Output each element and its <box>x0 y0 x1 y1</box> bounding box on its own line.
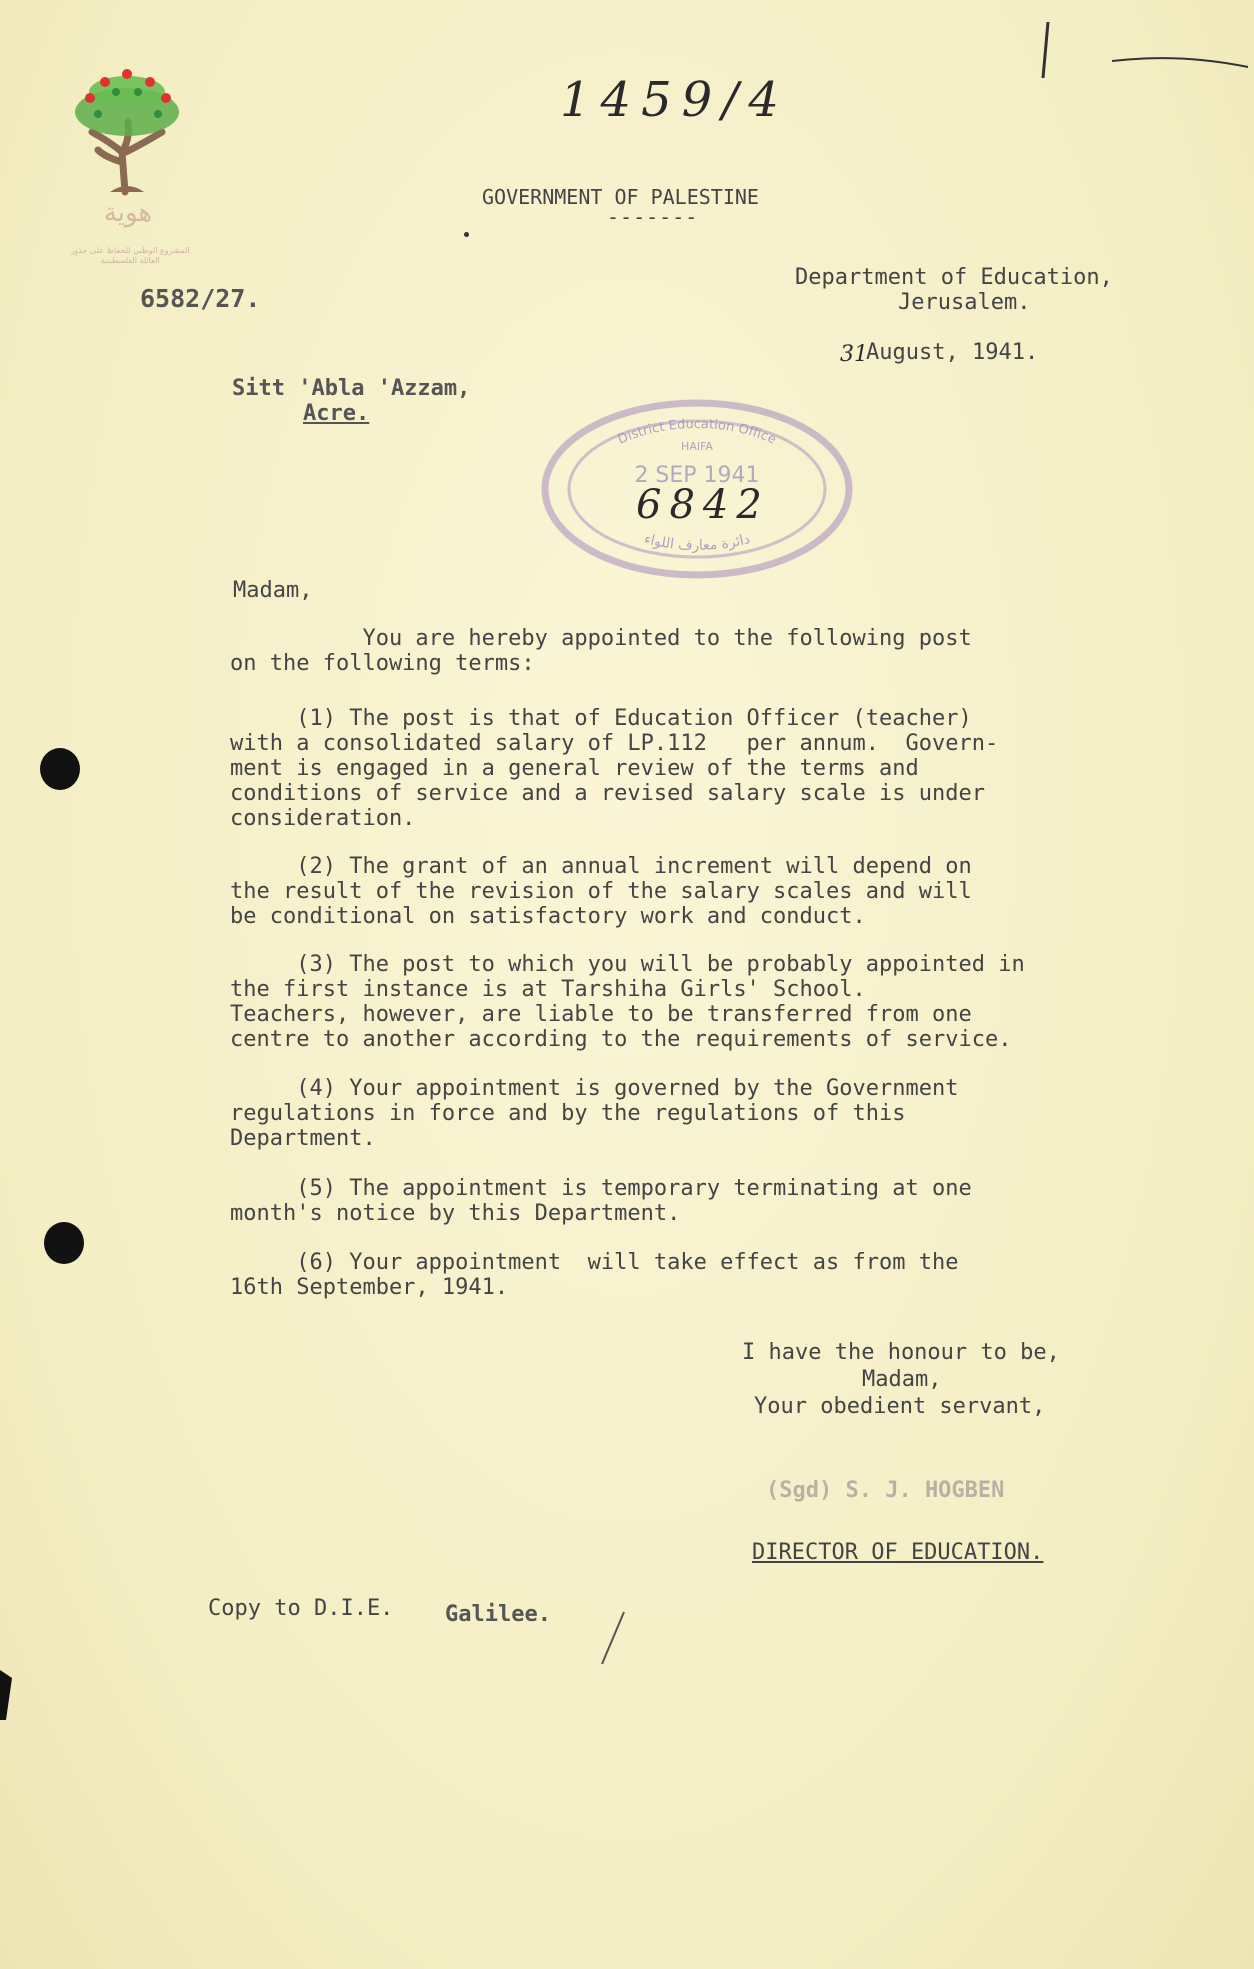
term-line: (3) The post to which you will be probably appointed in <box>230 952 1025 977</box>
intro-line: on the following terms: <box>230 651 535 676</box>
government-heading: GOVERNMENT OF PALESTINE <box>482 185 759 209</box>
punch-hole <box>44 1222 84 1264</box>
tree-logo-icon <box>70 52 185 202</box>
closing-line-3: Your obedient servant, <box>754 1394 1046 1419</box>
term-line: conditions of service and a revised salary scale is under <box>230 781 985 806</box>
intro-paragraph <box>230 626 1130 676</box>
term-4 <box>230 1076 1130 1151</box>
term-line: (1) The post is that of Education Officer (teacher) <box>230 706 972 731</box>
term-line: the first instance is at Tarshiha Girls' School. <box>230 977 866 1002</box>
term-6 <box>230 1250 1130 1300</box>
term-line: Teachers, however, are liable to be transferred from one <box>230 1002 972 1027</box>
intro-line: You are hereby appointed to the following post <box>230 626 972 651</box>
department-line: Department of Education, <box>795 265 1113 290</box>
pen-stroke-mark <box>1040 20 1050 80</box>
pen-line-mark <box>1110 45 1250 75</box>
signature-stamp: (Sgd) S. J. HOGBEN <box>766 1478 1005 1503</box>
term-line: (2) The grant of an annual increment will depend on <box>230 854 972 879</box>
stamp-bottom-text: دائرة معارف اللواء <box>642 531 752 554</box>
file-number: 1459/4 <box>560 72 789 128</box>
term-line: be conditional on satisfactory work and conduct. <box>230 904 866 929</box>
closing-line-2: Madam, <box>862 1367 942 1392</box>
punch-hole <box>40 748 80 790</box>
term-line: Department. <box>230 1126 376 1151</box>
stamp-date: 2 SEP 1941 <box>634 463 760 488</box>
term-line: regulations in force and by the regulations of this <box>230 1101 906 1126</box>
closing-line-1: I have the honour to be, <box>742 1340 1060 1365</box>
term-line: centre to another according to the requirements of service. <box>230 1027 1012 1052</box>
letter-date: August, 1941. <box>866 340 1039 365</box>
term-line: month's notice by this Department. <box>230 1201 681 1226</box>
stamp-city: HAIFA <box>681 440 713 453</box>
check-mark <box>598 1608 628 1668</box>
term-line: (4) Your appointment is governed by the Government <box>230 1076 959 1101</box>
term-line: (6) Your appointment will take effect as from the <box>230 1250 959 1275</box>
signatory-title: DIRECTOR OF EDUCATION. <box>752 1540 1044 1565</box>
date-day: 31 <box>840 342 868 367</box>
term-1 <box>230 706 1130 831</box>
logo-wordmark: هوية <box>103 198 153 228</box>
addressee-name: Sitt 'Abla 'Azzam, <box>232 376 471 401</box>
addressee-city: Acre. <box>303 401 370 426</box>
heading-underline: ------- <box>607 205 699 229</box>
reference-number: 6582/27. <box>140 284 261 313</box>
term-line: 16th September, 1941. <box>230 1275 509 1300</box>
copy-to-label: Copy to D.I.E. <box>208 1596 394 1621</box>
ink-dot <box>464 232 469 237</box>
term-line: (5) The appointment is temporary terminating at one <box>230 1176 972 1201</box>
term-2 <box>230 854 1130 929</box>
term-3 <box>230 952 1130 1052</box>
copy-to-place: Galilee. <box>445 1602 551 1627</box>
stamp-top-text: District Education Office <box>615 417 779 448</box>
city-line: Jerusalem. <box>898 290 1031 315</box>
term-line: the result of the revision of the salary scales and will <box>230 879 972 904</box>
salutation: Madam, <box>233 578 313 603</box>
term-line: ment is engaged in a general review of the terms and <box>230 756 919 781</box>
term-line: with a consolidated salary of LP.112 per annum. Govern- <box>230 731 999 756</box>
edge-ink-mark <box>0 1670 12 1720</box>
term-5 <box>230 1176 1130 1226</box>
term-line: consideration. <box>230 806 416 831</box>
logo-tagline: المشروع الوطني للحفاظ على جذور العائلة الفلسطينية <box>70 246 190 265</box>
stamp-handwritten-number: 6842 <box>636 482 770 528</box>
